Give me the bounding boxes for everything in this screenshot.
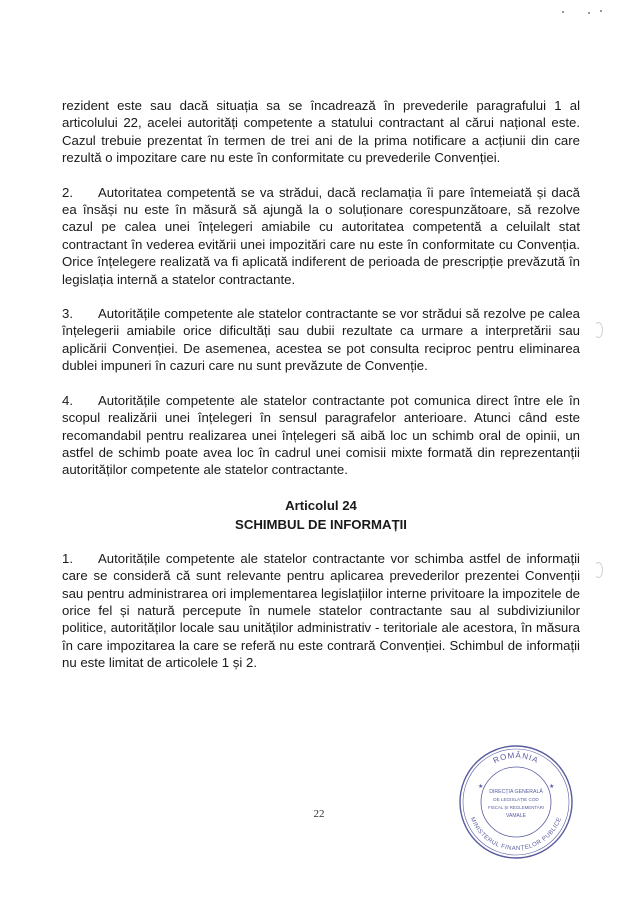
stamp-star-right: ★ — [549, 784, 555, 790]
paragraph-text: Autoritățile competente ale statelor contractante pot comunica direct între ele în scopul realizării unei înțelegeri în sensul paragrafelor anterioare. Atunci când este recomandabil pentru realizarea unei înțelegeri să aibă loc un schimb oral de opinii, un astfel de schimb poate avea loc în cadrul unei comisii mixte formată din reprezentanții autorităților competente ale statelor contractante. — [62, 392, 580, 478]
scan-speck — [600, 10, 602, 12]
scan-speck — [562, 11, 564, 13]
stamp-outer-ring-inner — [463, 749, 569, 855]
stamp-top-text: ROMÂNIA — [491, 750, 541, 766]
paragraph-number: 2. — [62, 184, 73, 200]
stamp-inner-ring — [481, 767, 551, 837]
article-title: SCHIMBUL DE INFORMAȚII — [235, 516, 407, 532]
article-24-paragraph-1 — [62, 550, 580, 672]
stamp-outer-ring — [460, 746, 572, 858]
page-number: 22 — [313, 808, 325, 820]
stamp-inner-line: VAMALE — [506, 813, 526, 819]
paragraph-number: 1. — [62, 550, 73, 566]
paragraph-number: 3. — [62, 306, 73, 322]
paragraph-4 — [62, 392, 580, 479]
scan-speck — [588, 12, 590, 14]
paragraph-3 — [62, 305, 580, 375]
scan-margin-mark — [594, 562, 603, 578]
stamp-star-left: ★ — [478, 784, 484, 790]
paragraph-text: Autoritatea competentă se va strădui, dacă reclamația îi pare întemeiată și dacă ea însăși nu este în măsură să ajungă la o soluționare corespunzătoare, să rezolve cazul pe calea unei înțelegeri amiabile cu autoritatea competentă a celuilalt stat contractant în vederea evitării unei impozitări care nu este în conformitate cu Convenția. Orice înțelegere realizată va fi aplicată indiferent de perioada de prescripție prevăzută în legislația internă a statelor contractante. — [62, 184, 580, 287]
article-heading: Articolul 24 — [285, 497, 357, 513]
stamp-bottom-text: MINISTERUL FINANȚELOR PUBLICE — [468, 816, 564, 853]
paragraph-continuation: rezident este sau dacă situația sa se încadrează în prevederile paragrafului 1 al articolului 22, acelei autorități competente a statului contractant al cărui național este. Cazul trebuie prezentat în termen de trei ani de la prima notificare a acțiunii din care rezultă o impozitare care nu este în conformitate cu prevederile Convenției. — [62, 98, 580, 166]
stamp-inner-line: DIRECȚIA GENERALĂ — [489, 789, 543, 795]
scan-margin-mark — [594, 322, 603, 338]
paragraph-text: Autoritățile competente ale statelor contractante se vor strădui să rezolve pe calea înțelegerii amiabile orice dificultăți sau dubii rezultate ca urmare a interpretării sau aplicării Convenției. De asemenea, acestea se pot consulta reciproc pentru eliminarea dublei impuneri în cazuri care nu sunt prevăzute de Convenție. — [62, 306, 580, 374]
paragraph-text: Autoritățile competente ale statelor contractante vor schimba astfel de informații care se consideră că sunt relevante pentru aplicarea prevederilor prezentei Convenții sau pentru administrarea ori implementarea legislațiilor interne privitoare la impozitele de orice fel și natură percepute în numele statelor contractante sau al subdiviziunilor politice, autorităților locale sau unităților administrativ - teritoriale ale acestora, în măsura în care impozitarea la care se referă nu este contrară Convenției. Schimbul de informații nu este limitat de articolele 1 și 2. — [62, 550, 580, 671]
document-body — [62, 97, 580, 689]
paragraph-2 — [62, 184, 580, 288]
stamp-inner-line: FISCAL ȘI REGLEMENTARI — [487, 805, 545, 810]
official-stamp — [458, 744, 574, 860]
paragraph-number: 4. — [62, 392, 73, 408]
stamp-inner-line: DE LEGISLAȚIE COD — [493, 797, 539, 802]
